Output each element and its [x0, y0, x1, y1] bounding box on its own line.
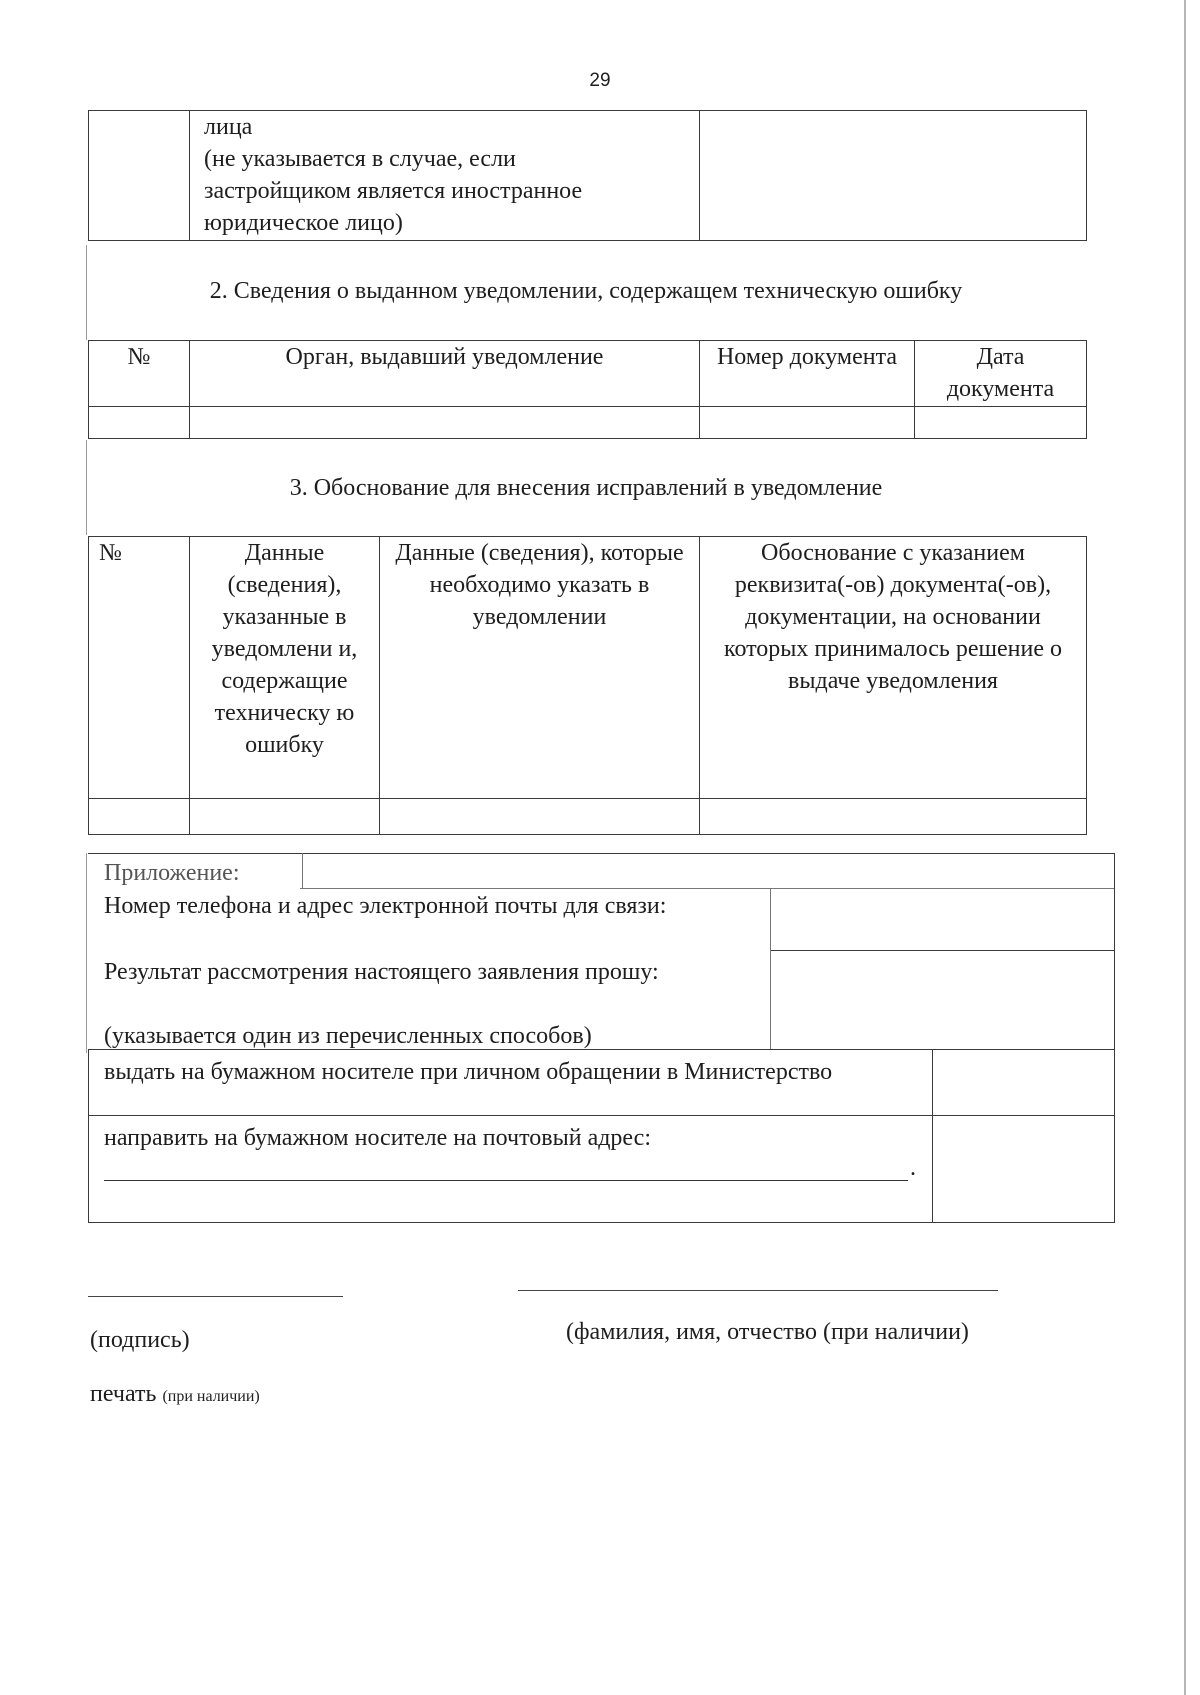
- doc-date-cell[interactable]: [915, 407, 1087, 439]
- col-doc-number-header: Номер документа: [700, 341, 915, 407]
- stamp-text: печать: [90, 1381, 157, 1407]
- postal-address-line[interactable]: [104, 1180, 908, 1181]
- col-organ-header: Орган, выдавший уведомление: [190, 341, 700, 407]
- applicant-field-value[interactable]: [700, 111, 1087, 241]
- divider: [1114, 853, 1115, 1222]
- option-in-person-label: выдать на бумажном носителе при личном обращении в Министерство: [104, 1059, 833, 1085]
- signature-label: (подпись): [90, 1327, 190, 1353]
- postal-address-period: .: [910, 1155, 916, 1181]
- data-required-cell[interactable]: [380, 799, 700, 835]
- col-data-required-header: Данные (сведения), которые необходимо указать в уведомлении: [380, 537, 700, 799]
- appendix-label: Приложение:: [104, 860, 240, 886]
- contact-value-field[interactable]: [772, 889, 1112, 949]
- result-value-field[interactable]: [772, 951, 1112, 1047]
- text-line: застройщиком является иностранное: [204, 178, 583, 204]
- num-cell[interactable]: [89, 407, 190, 439]
- col-justification-header: Обоснование с указанием реквизита(-ов) документа(-ов), документации, на основании которых принималось решение о выдаче уведомления: [700, 537, 1087, 799]
- section3-heading: 3. Обоснование для внесения исправлений в уведомление: [289, 475, 883, 501]
- col-num-header: №: [89, 537, 190, 799]
- name-label: (фамилия, имя, отчество (при наличии): [566, 1319, 969, 1345]
- divider: [770, 889, 771, 1049]
- section2-heading: 2. Сведения о выданном уведомлении, содержащем техническую ошибку: [209, 278, 963, 304]
- divider: [932, 1049, 933, 1222]
- divider: [302, 853, 303, 889]
- option-in-person-checkbox[interactable]: [934, 1050, 1112, 1114]
- justification-cell[interactable]: [700, 799, 1087, 835]
- rule: [88, 1222, 1115, 1223]
- text-line: юридическое лицо): [204, 210, 403, 236]
- option-mail-checkbox[interactable]: [934, 1116, 1112, 1220]
- doc-number-cell[interactable]: [700, 407, 915, 439]
- data-indicated-cell[interactable]: [190, 799, 380, 835]
- option-mail-label: направить на бумажном носителе на почтовый адрес:: [104, 1125, 651, 1151]
- applicant-num-cell: [89, 111, 190, 241]
- contact-label: Номер телефона и адрес электронной почты для связи:: [104, 893, 667, 919]
- stamp-label: [90, 1378, 260, 1413]
- organ-cell[interactable]: [190, 407, 700, 439]
- applicant-table-continuation: [88, 110, 1087, 241]
- applicant-field-label: [190, 111, 700, 241]
- name-line[interactable]: [518, 1290, 998, 1291]
- notification-table: [88, 340, 1087, 439]
- page-edge: [1184, 0, 1186, 1695]
- col-num-header: №: [89, 341, 190, 407]
- col-data-indicated-header: Данные (сведения), указанные в уведомлени и, содержащие техническу ю ошибку: [190, 537, 380, 799]
- stamp-note: (при наличии): [162, 1388, 260, 1405]
- result-label: Результат рассмотрения настоящего заявления прошу:: [104, 959, 659, 985]
- corrections-table: [88, 536, 1087, 835]
- rule: [88, 853, 1115, 854]
- signature-line[interactable]: [88, 1296, 343, 1297]
- text-line: лица: [204, 114, 253, 140]
- num-cell[interactable]: [89, 799, 190, 835]
- col-doc-date-header: Дата документа: [915, 341, 1087, 407]
- text-line: (не указывается в случае, если: [204, 146, 516, 172]
- page-number: 29: [589, 70, 611, 91]
- divider: [88, 1049, 89, 1222]
- margin-line: [86, 853, 87, 1053]
- result-hint: (указывается один из перечисленных способов): [104, 1023, 592, 1049]
